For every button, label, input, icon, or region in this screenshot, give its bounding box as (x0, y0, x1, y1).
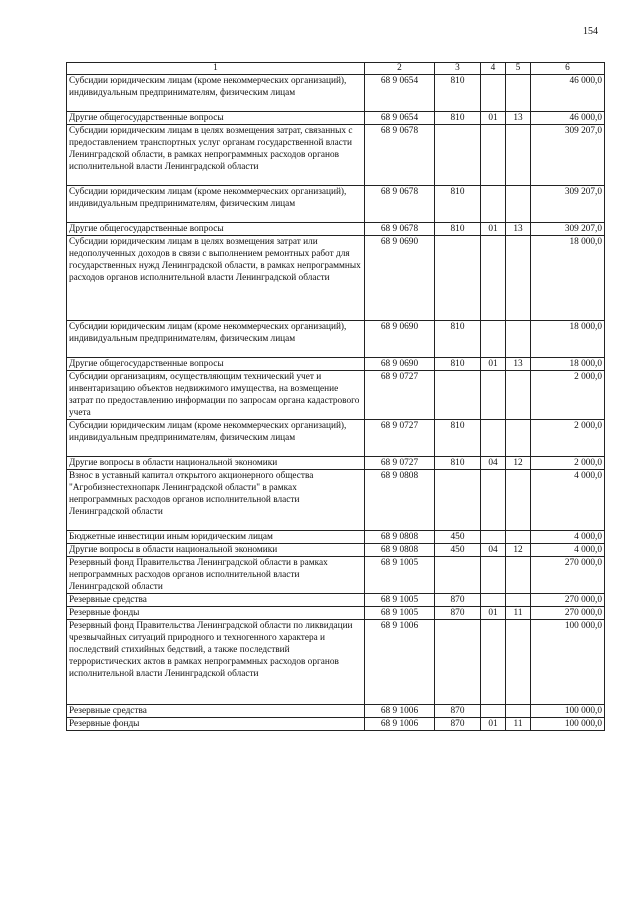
row-section-cell (481, 371, 506, 420)
row-subsection-cell (506, 321, 531, 358)
table-row (67, 620, 605, 705)
row-amount-cell: 4 000,0 (531, 544, 605, 557)
row-type-cell (435, 125, 481, 186)
row-amount-cell: 46 000,0 (531, 112, 605, 125)
table-body (67, 75, 605, 731)
row-amount-cell: 270 000,0 (531, 557, 605, 594)
row-type-cell: 810 (435, 457, 481, 470)
row-type-cell: 810 (435, 186, 481, 223)
row-name-cell: Резервные средства (67, 705, 365, 718)
row-subsection-cell: 13 (506, 112, 531, 125)
row-type-cell: 810 (435, 112, 481, 125)
row-name-cell: Другие вопросы в области национальной экономики (67, 544, 365, 557)
row-section-cell: 01 (481, 358, 506, 371)
row-name-cell: Резервные фонды (67, 718, 365, 731)
header-col-2: 2 (365, 63, 435, 75)
row-name-cell: Другие вопросы в области национальной экономики (67, 457, 365, 470)
row-code-cell: 68 9 1005 (365, 594, 435, 607)
row-name-cell: Субсидии юридическим лицам в целях возмещения затрат, связанных с предоставлением транспортных услуг органам государственной власти Ленинградской области, в рамках непрограммных расходов органов исполнительной власти Ленинградской области (67, 125, 365, 186)
row-section-cell: 01 (481, 607, 506, 620)
table-row (67, 531, 605, 544)
row-code-cell: 68 9 1006 (365, 705, 435, 718)
row-amount-cell: 100 000,0 (531, 620, 605, 705)
row-amount-cell: 100 000,0 (531, 705, 605, 718)
row-amount-cell: 270 000,0 (531, 607, 605, 620)
table-row (67, 112, 605, 125)
row-section-cell (481, 321, 506, 358)
row-section-cell: 01 (481, 718, 506, 731)
table-row (67, 470, 605, 531)
table-row (67, 125, 605, 186)
row-code-cell: 68 9 0727 (365, 371, 435, 420)
row-subsection-cell (506, 620, 531, 705)
row-section-cell: 04 (481, 457, 506, 470)
row-type-cell: 870 (435, 594, 481, 607)
row-amount-cell: 2 000,0 (531, 371, 605, 420)
row-subsection-cell: 12 (506, 457, 531, 470)
row-name-cell: Резервный фонд Правительства Ленинградской области по ликвидации чрезвычайных ситуаций природного и техногенного характера и последствий стихийных бедствий, а также последствий террористических актов в рамках непрограммных расходов органов исполнительной власти Ленинградской области (67, 620, 365, 705)
row-name-cell: Другие общегосударственные вопросы (67, 223, 365, 236)
row-section-cell (481, 557, 506, 594)
row-subsection-cell (506, 75, 531, 112)
row-subsection-cell (506, 125, 531, 186)
row-code-cell: 68 9 0654 (365, 112, 435, 125)
header-col-3: 3 (435, 63, 481, 75)
row-code-cell: 68 9 0808 (365, 470, 435, 531)
row-type-cell (435, 371, 481, 420)
row-type-cell (435, 557, 481, 594)
table-row (67, 420, 605, 457)
row-type-cell (435, 236, 481, 321)
row-section-cell (481, 125, 506, 186)
row-section-cell (481, 705, 506, 718)
row-name-cell: Другие общегосударственные вопросы (67, 358, 365, 371)
row-subsection-cell (506, 594, 531, 607)
row-type-cell: 810 (435, 75, 481, 112)
table-row (67, 457, 605, 470)
row-section-cell (481, 420, 506, 457)
row-type-cell (435, 620, 481, 705)
row-amount-cell: 2 000,0 (531, 420, 605, 457)
row-name-cell: Резервные фонды (67, 607, 365, 620)
row-name-cell: Субсидии юридическим лицам (кроме некоммерческих организаций), индивидуальным предпринимателям, физическим лицам (67, 321, 365, 358)
row-amount-cell: 4 000,0 (531, 470, 605, 531)
row-type-cell (435, 470, 481, 531)
row-amount-cell: 309 207,0 (531, 125, 605, 186)
row-type-cell: 870 (435, 607, 481, 620)
row-amount-cell: 2 000,0 (531, 457, 605, 470)
row-subsection-cell (506, 557, 531, 594)
row-subsection-cell (506, 705, 531, 718)
row-subsection-cell: 11 (506, 718, 531, 731)
row-type-cell: 870 (435, 718, 481, 731)
row-code-cell: 68 9 0654 (365, 75, 435, 112)
row-name-cell: Субсидии юридическим лицам (кроме некоммерческих организаций), индивидуальным предпринимателям, физическим лицам (67, 186, 365, 223)
table-row (67, 223, 605, 236)
row-code-cell: 68 9 1005 (365, 557, 435, 594)
table-row (67, 557, 605, 594)
row-code-cell: 68 9 0678 (365, 125, 435, 186)
row-name-cell: Субсидии юридическим лицам (кроме некоммерческих организаций), индивидуальным предпринимателям, физическим лицам (67, 75, 365, 112)
row-type-cell: 450 (435, 544, 481, 557)
row-code-cell: 68 9 0808 (365, 531, 435, 544)
budget-table (66, 62, 605, 731)
row-amount-cell: 4 000,0 (531, 531, 605, 544)
row-subsection-cell: 12 (506, 544, 531, 557)
header-col-4: 4 (481, 63, 506, 75)
table-row (67, 321, 605, 358)
row-amount-cell: 18 000,0 (531, 321, 605, 358)
row-section-cell (481, 470, 506, 531)
row-code-cell: 68 9 1006 (365, 718, 435, 731)
table-row (67, 607, 605, 620)
row-code-cell: 68 9 0690 (365, 236, 435, 321)
page-number: 154 (583, 26, 598, 37)
row-subsection-cell (506, 186, 531, 223)
header-col-1: 1 (67, 63, 365, 75)
row-section-cell (481, 186, 506, 223)
row-type-cell: 810 (435, 420, 481, 457)
row-code-cell: 68 9 1006 (365, 620, 435, 705)
row-amount-cell: 46 000,0 (531, 75, 605, 112)
row-amount-cell: 18 000,0 (531, 236, 605, 321)
row-type-cell: 870 (435, 705, 481, 718)
row-name-cell: Взнос в уставный капитал открытого акционерного общества "Агробизнестехнопарк Ленинградской области" в рамках непрограммных расходов органов исполнительной власти Ленинградской области (67, 470, 365, 531)
table-header-row (67, 63, 605, 75)
row-name-cell: Резервные средства (67, 594, 365, 607)
row-subsection-cell (506, 470, 531, 531)
row-amount-cell: 18 000,0 (531, 358, 605, 371)
row-name-cell: Бюджетные инвестиции иным юридическим лицам (67, 531, 365, 544)
row-amount-cell: 309 207,0 (531, 186, 605, 223)
row-subsection-cell (506, 371, 531, 420)
row-type-cell: 810 (435, 358, 481, 371)
row-name-cell: Субсидии организациям, осуществляющим технический учет и инвентаризацию объектов недвижимого имущества, на возмещение затрат по предоставлению информации по запросам органа кадастрового учета (67, 371, 365, 420)
row-subsection-cell: 11 (506, 607, 531, 620)
row-section-cell (481, 236, 506, 321)
row-subsection-cell (506, 236, 531, 321)
row-section-cell: 01 (481, 223, 506, 236)
table-row (67, 358, 605, 371)
row-amount-cell: 270 000,0 (531, 594, 605, 607)
row-section-cell (481, 531, 506, 544)
row-section-cell (481, 620, 506, 705)
row-amount-cell: 309 207,0 (531, 223, 605, 236)
row-name-cell: Резервный фонд Правительства Ленинградской области в рамках непрограммных расходов органов исполнительной власти Ленинградской области (67, 557, 365, 594)
row-code-cell: 68 9 0808 (365, 544, 435, 557)
row-amount-cell: 100 000,0 (531, 718, 605, 731)
row-type-cell: 810 (435, 223, 481, 236)
row-name-cell: Субсидии юридическим лицам (кроме некоммерческих организаций), индивидуальным предпринимателям, физическим лицам (67, 420, 365, 457)
row-code-cell: 68 9 0690 (365, 358, 435, 371)
row-section-cell: 01 (481, 112, 506, 125)
row-section-cell (481, 594, 506, 607)
table-row (67, 371, 605, 420)
row-code-cell: 68 9 0690 (365, 321, 435, 358)
row-code-cell: 68 9 0727 (365, 420, 435, 457)
table-row (67, 594, 605, 607)
row-section-cell: 04 (481, 544, 506, 557)
header-col-5: 5 (506, 63, 531, 75)
row-name-cell: Другие общегосударственные вопросы (67, 112, 365, 125)
row-subsection-cell: 13 (506, 358, 531, 371)
header-col-6: 6 (531, 63, 605, 75)
row-code-cell: 68 9 1005 (365, 607, 435, 620)
row-subsection-cell (506, 420, 531, 457)
row-section-cell (481, 75, 506, 112)
row-code-cell: 68 9 0678 (365, 223, 435, 236)
row-type-cell: 450 (435, 531, 481, 544)
table-row (67, 705, 605, 718)
row-code-cell: 68 9 0727 (365, 457, 435, 470)
row-subsection-cell (506, 531, 531, 544)
table-row (67, 544, 605, 557)
row-subsection-cell: 13 (506, 223, 531, 236)
table-row (67, 236, 605, 321)
table-row (67, 718, 605, 731)
table-row (67, 75, 605, 112)
row-name-cell: Субсидии юридическим лицам в целях возмещения затрат или недополученных доходов в связи с выполнением ремонтных работ для государственных нужд Ленинградской области, в рамках непрограммных расходов органов исполнительной власти Ленинградской области (67, 236, 365, 321)
row-code-cell: 68 9 0678 (365, 186, 435, 223)
table-row (67, 186, 605, 223)
row-type-cell: 810 (435, 321, 481, 358)
